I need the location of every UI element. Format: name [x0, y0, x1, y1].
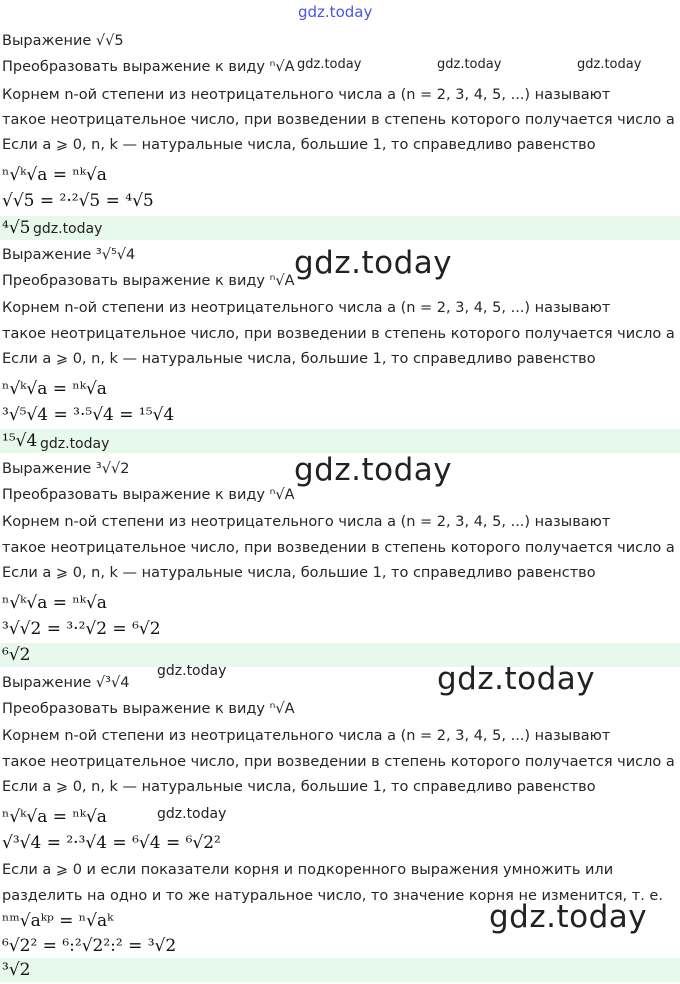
watermark-6: gdz.today [40, 436, 110, 452]
step-line-3: ³√√2 = ³·²√2 = ⁶√2 [2, 619, 161, 639]
extra-rule-line-4a: Если a ⩾ 0 и если показатели корня и подкоренного выражения умножить или [2, 862, 614, 878]
expression-line-1: Выражение √√5 [2, 33, 124, 49]
rule-line-4: Если a ⩾ 0, n, k — натуральные числа, большие 1, то справедливо равенство [2, 779, 596, 795]
expression-line-3: Выражение ³√√2 [2, 461, 130, 477]
step-line-4: √³√4 = ²·³√4 = ⁶√4 = ⁶√2² [2, 833, 221, 853]
watermark-5: gdz.today [294, 245, 453, 281]
target-line-4: Преобразовать выражение к виду ⁿ√A [2, 701, 295, 717]
answer-3: ⁶√2 [2, 645, 31, 665]
expression-line-2: Выражение ³√⁵√4 [2, 247, 136, 263]
definition-line-2a: Корнем n-ой степени из неотрицательного числа a (n = 2, 3, 4, 5, ...) называют [2, 300, 611, 316]
watermark-1: gdz.today [297, 57, 362, 72]
watermark-3: gdz.today [577, 57, 642, 72]
watermark-4: gdz.today [33, 221, 103, 237]
extra-step-line-4: ⁶√2² = ⁶:²√2²:² = ³√2 [2, 936, 177, 956]
watermark-7: gdz.today [294, 452, 453, 488]
formula-line-4: ⁿ√ᵏ√a = ⁿᵏ√a [2, 807, 107, 827]
watermark-11: gdz.today [489, 899, 648, 935]
answer-1: ⁴√5 [2, 218, 31, 238]
extra-formula-line-4: ⁿᵐ√aᵏᵖ = ⁿ√aᵏ [2, 911, 114, 931]
watermark-2: gdz.today [437, 57, 502, 72]
answer-band-4 [0, 958, 680, 982]
definition-line-1b: такое неотрицательное число, при возведении в степень которого получается число a [2, 112, 675, 128]
formula-line-3: ⁿ√ᵏ√a = ⁿᵏ√a [2, 593, 107, 613]
definition-line-2b: такое неотрицательное число, при возведении в степень которого получается число a [2, 326, 675, 342]
rule-line-1: Если a ⩾ 0, n, k — натуральные числа, большие 1, то справедливо равенство [2, 137, 596, 153]
answer-2: ¹⁵√4 [2, 431, 38, 451]
rule-line-3: Если a ⩾ 0, n, k — натуральные числа, большие 1, то справедливо равенство [2, 565, 596, 581]
watermark-9: gdz.today [437, 661, 596, 697]
extra-rule-line-4b: разделить на одно и то же натуральное число, то значение корня не изменится, т. е. [2, 888, 663, 904]
formula-line-2: ⁿ√ᵏ√a = ⁿᵏ√a [2, 379, 107, 399]
rule-line-2: Если a ⩾ 0, n, k — натуральные числа, большие 1, то справедливо равенство [2, 351, 596, 367]
definition-line-1a: Корнем n-ой степени из неотрицательного числа a (n = 2, 3, 4, 5, ...) называют [2, 87, 611, 103]
watermark-10: gdz.today [157, 806, 227, 822]
target-line-3: Преобразовать выражение к виду ⁿ√A [2, 487, 295, 503]
formula-line-1: ⁿ√ᵏ√a = ⁿᵏ√a [2, 165, 107, 185]
watermark-8: gdz.today [157, 663, 227, 679]
definition-line-3b: такое неотрицательное число, при возведении в степень которого получается число a [2, 540, 675, 556]
watermark-top: gdz.today [298, 3, 373, 21]
target-line-1: Преобразовать выражение к виду ⁿ√A [2, 59, 295, 75]
definition-line-4a: Корнем n-ой степени из неотрицательного числа a (n = 2, 3, 4, 5, ...) называют [2, 728, 611, 744]
answer-4: ³√2 [2, 960, 31, 980]
definition-line-4b: такое неотрицательное число, при возведении в степень которого получается число a [2, 754, 675, 770]
step-line-2: ³√⁵√4 = ³·⁵√4 = ¹⁵√4 [2, 405, 175, 425]
step-line-1: √√5 = ²·²√5 = ⁴√5 [2, 191, 154, 211]
target-line-2: Преобразовать выражение к виду ⁿ√A [2, 273, 295, 289]
expression-line-4: Выражение √³√4 [2, 675, 130, 691]
definition-line-3a: Корнем n-ой степени из неотрицательного числа a (n = 2, 3, 4, 5, ...) называют [2, 514, 611, 530]
